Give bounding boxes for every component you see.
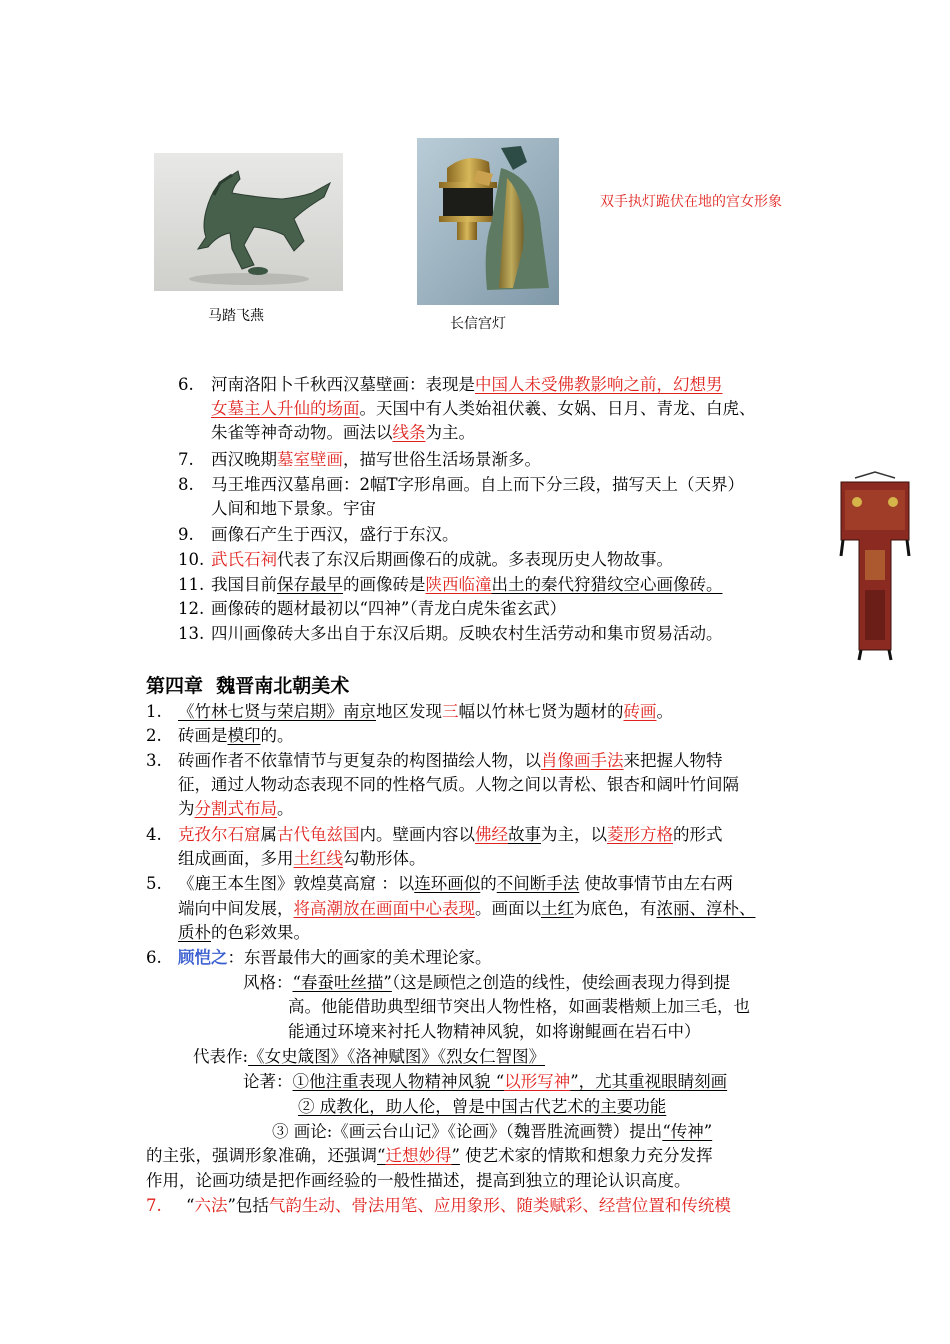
c5-line-1 [178, 872, 733, 896]
c6-theory-line-1 [243, 1070, 727, 1094]
c1-underline: 《竹林七贤与荣启期》南京 [178, 702, 376, 721]
c2-text-a: 砖画是 [178, 726, 228, 745]
c7-text: ”包括 [227, 1196, 269, 1215]
c6-theory-line-2: ② 成教化，助人伦，曾是中国古代艺术的主要功能 [298, 1097, 667, 1116]
item-7-number: 7. [178, 450, 194, 469]
item-10-line [211, 548, 673, 572]
c3-text-b: 来把握人物特 [623, 751, 723, 770]
tail-text-a: 的主张，强调形象准确，还强调 [146, 1146, 377, 1165]
item-11-line [211, 573, 723, 597]
c1-text-a: 地区发现 [376, 702, 442, 721]
c4-text-f: 勾勒形体。 [343, 849, 426, 868]
c7-highlight-b: 气韵生动、骨法用笔、应用象形、随类赋彩、经营位置和传统模 [268, 1196, 731, 1215]
c4-underline: 故事 [508, 825, 541, 844]
c2-line [178, 724, 294, 748]
item-11-underline-a: 保存最早 [277, 575, 343, 594]
item-6-highlight-c: 线条 [392, 423, 426, 442]
c3-line-1 [178, 749, 723, 773]
c5-underline-e: 质朴 [178, 923, 211, 942]
c4-highlight-c: 佛经 [475, 825, 508, 844]
c2-text-b: 的。 [260, 726, 294, 745]
c4-text-b: 内。壁画内容以 [359, 825, 475, 844]
c4-text-c: 为主，以 [541, 825, 607, 844]
item-10-number: 10. [178, 550, 205, 569]
c5-text-f: 为底色，有 [574, 899, 657, 918]
item-7-line [211, 448, 541, 472]
c3-text-c: 为 [178, 799, 195, 818]
c5-text-e: 。画面以 [475, 899, 541, 918]
item-6-highlight-b: 女墓主人升仙的场面 [211, 399, 360, 418]
theory-1-b: ”，尤其重视眼睛刻画 [570, 1072, 728, 1091]
item-6-line-2 [211, 397, 756, 421]
item-8-line-1: 马王堆西汉墓帛画：2幅T字形帛画。自上而下分三段，描写天上（天界） [211, 475, 745, 494]
item-7-text-b: ，描写世俗生活场景渐多。 [343, 450, 541, 469]
horse-image [154, 153, 343, 291]
item-13-line: 四川画像砖大多出自于东汉后期。反映农村生活劳动和集市贸易活动。 [211, 624, 723, 643]
item-11-text-b: 的画像砖是 [343, 575, 426, 594]
lamp-note: 双手执灯跪伏在地的宫女形象 [600, 194, 782, 210]
item-11-text-a: 我国目前 [211, 575, 277, 594]
theory-1-highlight: 以形写神 [504, 1072, 571, 1091]
c6-text-a: ：东晋最伟大的画家的美术理论家。 [227, 948, 492, 967]
c3-text-d: 。 [277, 799, 294, 818]
c5-line-3 [178, 921, 310, 945]
c3-highlight-a: 肖像画手法 [541, 751, 624, 770]
silk-banner-image [835, 470, 915, 662]
c5-underline-d: 浓丽、淳朴、 [656, 899, 756, 918]
c6-line-1 [178, 946, 492, 970]
c1-line [178, 700, 673, 724]
item-13-number: 13. [178, 624, 205, 643]
c5-underline-c: 土红 [541, 899, 574, 918]
c4-highlight-e: 土红线 [293, 849, 343, 868]
c6-style-line-2: 高。他能借助典型细节突出人物性格，如画裴楷颊上加三毛，也 [288, 997, 750, 1016]
c6-tail-line-2: 作用，论画功绩是把作画经验的一般性描述，提高到独立的理论认识高度。 [146, 1171, 691, 1190]
c6-number: 6. [146, 948, 162, 967]
c2-number: 2. [146, 726, 162, 745]
c1-highlight-a: 三 [442, 702, 459, 721]
c7-line [186, 1194, 731, 1218]
painter-name: 顾恺之 [178, 948, 228, 967]
item-8-line-2: 人间和地下景象。宇宙 [211, 499, 376, 518]
c5-underline-a: 连环画似 [414, 874, 481, 893]
c7-quote-open: “ [186, 1196, 195, 1215]
c6-works-line [193, 1045, 545, 1069]
c1-number: 1. [146, 702, 162, 721]
item-6-text-c: 朱雀等神奇动物。画法以 [211, 423, 393, 442]
item-8-number: 8. [178, 475, 194, 494]
tail-text-b: 使艺术家的情欺和想象力充分发挥 [459, 1146, 713, 1165]
c3-line-3 [178, 797, 294, 821]
c4-line-1 [178, 823, 723, 847]
c4-text-d: 的形式 [673, 825, 723, 844]
c5-text-g: 的色彩效果。 [211, 923, 310, 942]
c2-underline: 模印 [227, 726, 261, 745]
item-7-text-a: 西汉晚期 [211, 450, 277, 469]
c5-highlight-a: 将高潮放在画面中心表现 [293, 899, 475, 918]
mawangdui-t-banner [835, 470, 915, 662]
c4-number: 4. [146, 825, 162, 844]
c6-style-line-1 [243, 971, 730, 995]
item-6-text-a: 河南洛阳卜千秋西汉墓壁画：表现是 [211, 375, 475, 394]
chapter-title: 第四章 魏晋南北朝美术 [146, 675, 350, 697]
tail-highlight: 迁想妙得 [385, 1146, 452, 1165]
c4-text-e: 组成画面，多用 [178, 849, 294, 868]
c3-highlight-b: 分割式布局 [194, 799, 277, 818]
c3-text-a: 砖画作者不依靠情节与更复杂的构图描绘人物，以 [178, 751, 541, 770]
item-9-number: 9. [178, 525, 194, 544]
item-11-underline-b: 出土的秦代狩猎纹空心画像砖。 [491, 575, 723, 594]
c1-text-b: 幅以竹林七贤为题材的 [458, 702, 624, 721]
item-11-highlight: 陕西临潼 [425, 575, 492, 594]
c5-text-b: 的 [480, 874, 497, 893]
c5-text-d: 端向中间发展， [178, 899, 294, 918]
c7-number: 7. [146, 1196, 162, 1215]
style-label: 风格： [243, 973, 293, 992]
c4-highlight-b: 古代龟兹国 [277, 825, 360, 844]
c6-style-line-3: 能通过环境来衬托人物精神风貌，如将谢鲲画在岩石中） [288, 1022, 701, 1041]
style-underline: “春蚕吐丝描” [292, 973, 392, 992]
c3-line-2: 征，通过人物动态表现不同的性格气质。人物之间以青松、银杏和阔叶竹间隔 [178, 775, 739, 794]
item-6-text-b: 。天国中有人类始祖伏羲、女娲、日月、青龙、白虎、 [359, 399, 756, 418]
theory-1-a: ①他注重表现人物精神风貌 “ [292, 1072, 505, 1091]
lamp-image [417, 138, 559, 305]
c1-text-c: 。 [656, 702, 673, 721]
c4-text-a: 属 [260, 825, 277, 844]
c5-text-a: 《鹿王本生图》敦煌莫高窟 ：以 [178, 874, 415, 893]
flying-horse-sculpture [154, 153, 343, 291]
c1-highlight-b: 砖画 [623, 702, 657, 721]
c4-highlight-d: 菱形方格 [607, 825, 673, 844]
theory-3-a: ③ 画论:《画云台山记》《论画》（魏晋胜流画赞）提出 [272, 1122, 663, 1141]
c6-theory-line-3 [272, 1120, 712, 1144]
style-text-a: （这是顾恺之创造的线性，使绘画表现力得到提 [391, 973, 731, 992]
c4-line-2 [178, 847, 426, 871]
c5-underline-b: 不间断手法 [496, 874, 580, 893]
c4-highlight-a: 克孜尔石窟 [178, 825, 261, 844]
item-6-number: 6. [178, 375, 194, 394]
item-11-number: 11. [178, 575, 205, 594]
tail-quote-close: ” [451, 1146, 460, 1165]
c5-line-2 [178, 897, 756, 921]
item-6-line-1 [211, 373, 723, 397]
tail-quote-open: “ [377, 1146, 386, 1165]
item-7-highlight: 墓室壁画 [277, 450, 343, 469]
item-12-number: 12. [178, 599, 205, 618]
works-label: 代表作: [193, 1047, 249, 1066]
c3-number: 3. [146, 751, 162, 770]
item-9-line: 画像石产生于西汉，盛行于东汉。 [211, 525, 459, 544]
item-10-highlight: 武氏石祠 [211, 550, 277, 569]
item-6-highlight-a: 中国人未受佛教影响之前，幻想男 [475, 375, 723, 394]
lamp-caption: 长信宫灯 [450, 316, 506, 332]
item-6-text-d: 为主。 [425, 423, 475, 442]
c5-text-c: 使故事情节由左右两 [579, 874, 733, 893]
item-6-line-3 [211, 421, 475, 445]
horse-caption: 马踏飞燕 [208, 308, 264, 324]
c7-highlight-a: 六法 [194, 1196, 228, 1215]
theory-label: 论著： [243, 1072, 293, 1091]
c5-number: 5. [146, 874, 162, 893]
item-12-line: 画像砖的题材最初以“四神”（青龙白虎朱雀玄武） [211, 599, 567, 618]
theory-3-underline: “传神” [662, 1122, 713, 1141]
works-list: 《女史箴图》《洛神赋图》《烈女仁智图》 [248, 1047, 546, 1066]
item-10-text: 代表了东汉后期画像石的成就。多表现历史人物故事。 [277, 550, 673, 569]
c6-tail-line-1 [146, 1144, 713, 1168]
changxin-palace-lamp [417, 138, 559, 305]
